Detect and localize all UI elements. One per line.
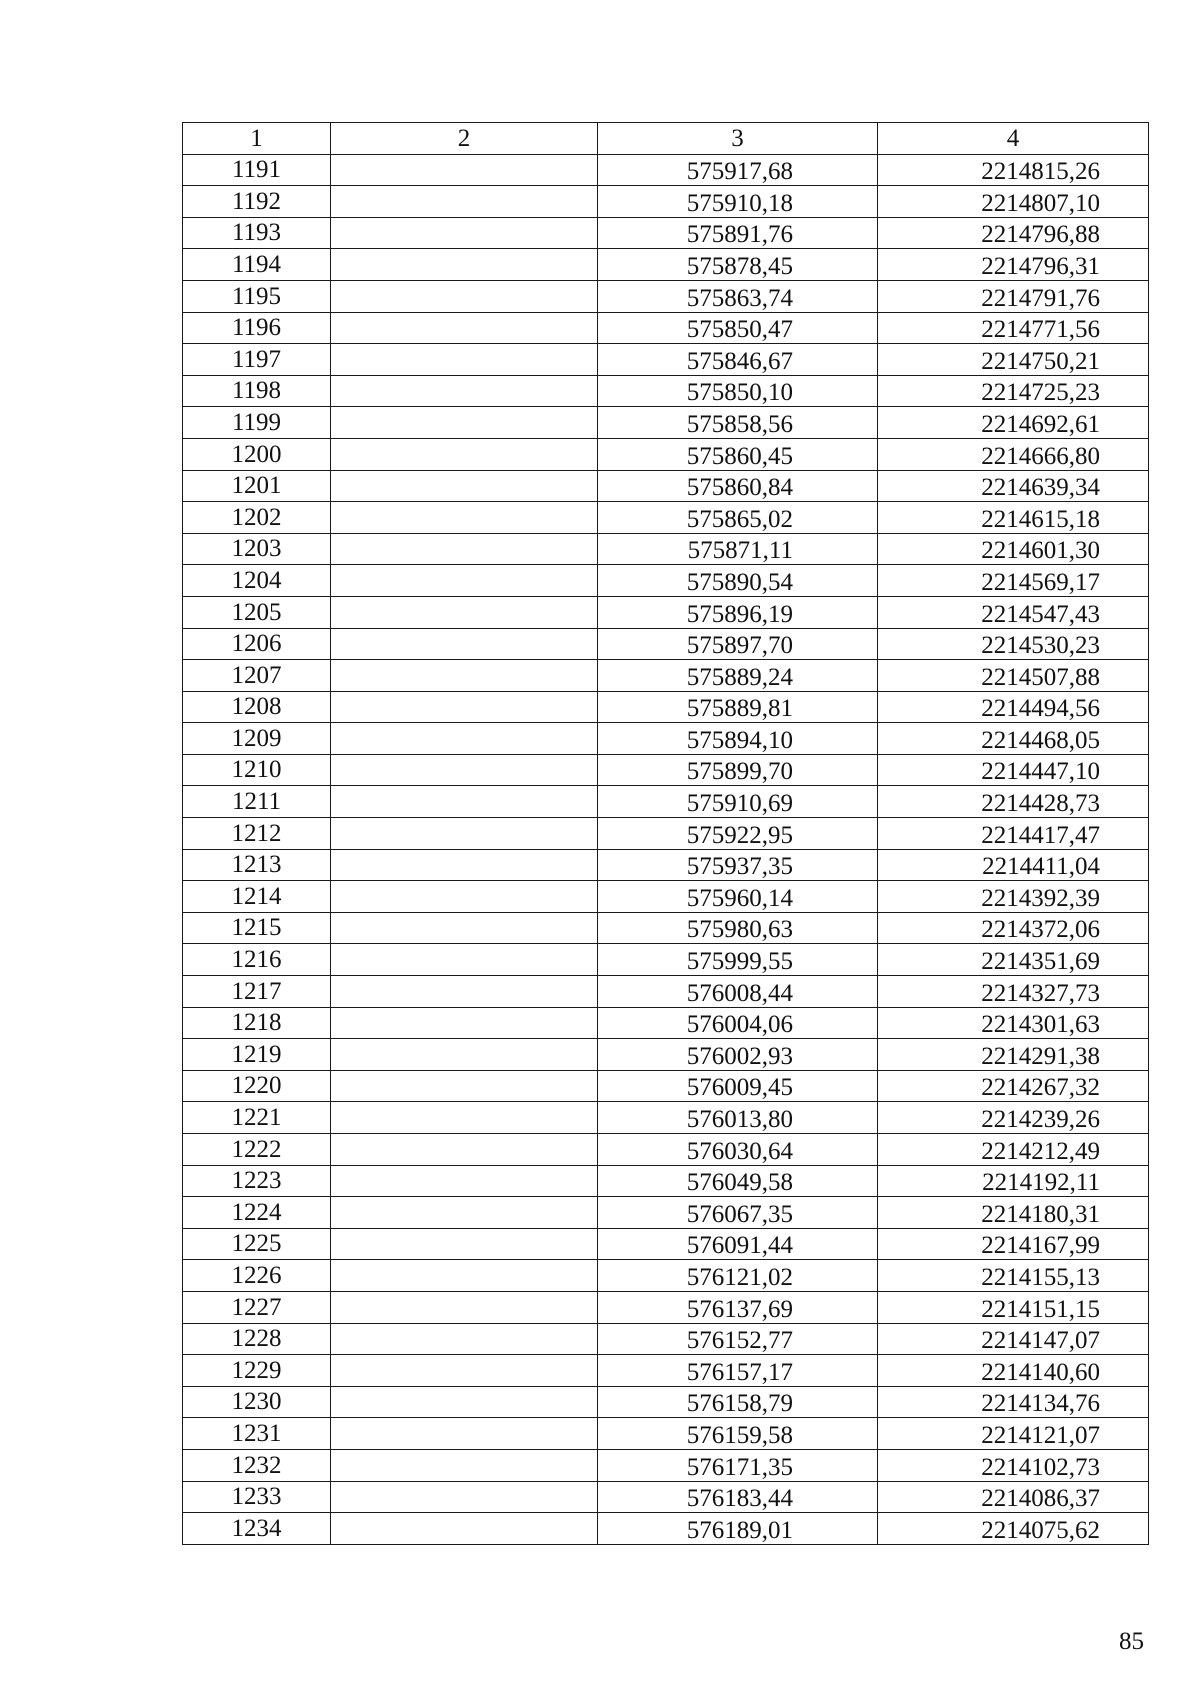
- y-coordinate-cell: 2214192,11: [878, 1165, 1149, 1197]
- x-coordinate-cell: 575889,81: [598, 691, 878, 723]
- point-number-cell: 1219: [183, 1039, 331, 1071]
- y-coordinate-cell: 2214134,76: [878, 1386, 1149, 1418]
- table-row: [183, 849, 1149, 881]
- blank-cell: [331, 1418, 598, 1450]
- table-row: [183, 154, 1149, 186]
- x-coordinate-cell: 575910,18: [598, 186, 878, 218]
- table-row: [183, 1386, 1149, 1418]
- x-coordinate-cell: 576183,44: [598, 1481, 878, 1513]
- x-coordinate-cell: 576171,35: [598, 1449, 878, 1481]
- point-number-cell: 1231: [183, 1418, 331, 1450]
- y-coordinate-cell: 2214569,17: [878, 565, 1149, 597]
- y-coordinate-cell: 2214372,06: [878, 912, 1149, 944]
- y-coordinate-cell: 2214140,60: [878, 1355, 1149, 1387]
- blank-cell: [331, 1449, 598, 1481]
- x-coordinate-cell: 575865,02: [598, 502, 878, 534]
- table-row: [183, 596, 1149, 628]
- point-number-cell: 1205: [183, 596, 331, 628]
- blank-cell: [331, 186, 598, 218]
- blank-cell: [331, 1513, 598, 1545]
- x-coordinate-cell: 575937,35: [598, 849, 878, 881]
- point-number-cell: 1209: [183, 723, 331, 755]
- x-coordinate-cell: 576159,58: [598, 1418, 878, 1450]
- y-coordinate-cell: 2214791,76: [878, 280, 1149, 312]
- point-number-cell: 1192: [183, 186, 331, 218]
- blank-cell: [331, 375, 598, 407]
- table-row: [183, 1039, 1149, 1071]
- blank-cell: [331, 312, 598, 344]
- x-coordinate-cell: 576002,93: [598, 1039, 878, 1071]
- table-row: [183, 1134, 1149, 1166]
- column-header-2: 2: [331, 123, 598, 155]
- x-coordinate-cell: 575863,74: [598, 280, 878, 312]
- table-row: [183, 818, 1149, 850]
- point-number-cell: 1196: [183, 312, 331, 344]
- x-coordinate-cell: 575846,67: [598, 344, 878, 376]
- y-coordinate-cell: 2214411,04: [878, 849, 1149, 881]
- y-coordinate-cell: 2214601,30: [878, 533, 1149, 565]
- table-row: [183, 1418, 1149, 1450]
- y-coordinate-cell: 2214239,26: [878, 1102, 1149, 1134]
- point-number-cell: 1225: [183, 1228, 331, 1260]
- blank-cell: [331, 1323, 598, 1355]
- y-coordinate-cell: 2214815,26: [878, 154, 1149, 186]
- point-number-cell: 1220: [183, 1070, 331, 1102]
- y-coordinate-cell: 2214468,05: [878, 723, 1149, 755]
- table-row: [183, 533, 1149, 565]
- y-coordinate-cell: 2214155,13: [878, 1260, 1149, 1292]
- table-row: [183, 628, 1149, 660]
- point-number-cell: 1228: [183, 1323, 331, 1355]
- y-coordinate-cell: 2214267,32: [878, 1070, 1149, 1102]
- table-row: [183, 786, 1149, 818]
- x-coordinate-cell: 575850,10: [598, 375, 878, 407]
- point-number-cell: 1199: [183, 407, 331, 439]
- x-coordinate-cell: 575890,54: [598, 565, 878, 597]
- table-row: [183, 1260, 1149, 1292]
- column-header-3: 3: [598, 123, 878, 155]
- blank-cell: [331, 849, 598, 881]
- blank-cell: [331, 881, 598, 913]
- table-row: [183, 1323, 1149, 1355]
- table-row: [183, 1481, 1149, 1513]
- point-number-cell: 1234: [183, 1513, 331, 1545]
- y-coordinate-cell: 2214327,73: [878, 976, 1149, 1008]
- y-coordinate-cell: 2214212,49: [878, 1134, 1149, 1166]
- table-row: [183, 691, 1149, 723]
- y-coordinate-cell: 2214121,07: [878, 1418, 1149, 1450]
- point-number-cell: 1230: [183, 1386, 331, 1418]
- page-number: 85: [1119, 1628, 1144, 1655]
- x-coordinate-cell: 576137,69: [598, 1291, 878, 1323]
- blank-cell: [331, 1355, 598, 1387]
- table-row: [183, 976, 1149, 1008]
- x-coordinate-cell: 576152,77: [598, 1323, 878, 1355]
- x-coordinate-cell: 576157,17: [598, 1355, 878, 1387]
- y-coordinate-cell: 2214692,61: [878, 407, 1149, 439]
- x-coordinate-cell: 575860,45: [598, 438, 878, 470]
- point-number-cell: 1202: [183, 502, 331, 534]
- x-coordinate-cell: 576009,45: [598, 1070, 878, 1102]
- table-body: [183, 154, 1149, 1544]
- x-coordinate-cell: 576008,44: [598, 976, 878, 1008]
- point-number-cell: 1191: [183, 154, 331, 186]
- y-coordinate-cell: 2214428,73: [878, 786, 1149, 818]
- x-coordinate-cell: 575896,19: [598, 596, 878, 628]
- point-number-cell: 1204: [183, 565, 331, 597]
- point-number-cell: 1197: [183, 344, 331, 376]
- y-coordinate-cell: 2214351,69: [878, 944, 1149, 976]
- blank-cell: [331, 533, 598, 565]
- point-number-cell: 1206: [183, 628, 331, 660]
- table-row: [183, 344, 1149, 376]
- x-coordinate-cell: 575889,24: [598, 660, 878, 692]
- table-row: [183, 470, 1149, 502]
- point-number-cell: 1208: [183, 691, 331, 723]
- table-row: [183, 1007, 1149, 1039]
- x-coordinate-cell: 576067,35: [598, 1197, 878, 1229]
- blank-cell: [331, 786, 598, 818]
- y-coordinate-cell: 2214666,80: [878, 438, 1149, 470]
- header-row: [183, 123, 1149, 155]
- y-coordinate-cell: 2214807,10: [878, 186, 1149, 218]
- x-coordinate-cell: 575871,11: [598, 533, 878, 565]
- blank-cell: [331, 154, 598, 186]
- point-number-cell: 1198: [183, 375, 331, 407]
- table-row: [183, 1449, 1149, 1481]
- x-coordinate-cell: 576013,80: [598, 1102, 878, 1134]
- x-coordinate-cell: 575894,10: [598, 723, 878, 755]
- table-row: [183, 1513, 1149, 1545]
- point-number-cell: 1223: [183, 1165, 331, 1197]
- table-row: [183, 1197, 1149, 1229]
- blank-cell: [331, 438, 598, 470]
- x-coordinate-cell: 575899,70: [598, 754, 878, 786]
- blank-cell: [331, 691, 598, 723]
- table-row: [183, 312, 1149, 344]
- blank-cell: [331, 344, 598, 376]
- y-coordinate-cell: 2214180,31: [878, 1197, 1149, 1229]
- x-coordinate-cell: 576158,79: [598, 1386, 878, 1418]
- table-row: [183, 1165, 1149, 1197]
- point-number-cell: 1210: [183, 754, 331, 786]
- table-row: [183, 912, 1149, 944]
- blank-cell: [331, 1260, 598, 1292]
- point-number-cell: 1213: [183, 849, 331, 881]
- blank-cell: [331, 280, 598, 312]
- x-coordinate-cell: 575922,95: [598, 818, 878, 850]
- table-row: [183, 438, 1149, 470]
- blank-cell: [331, 217, 598, 249]
- blank-cell: [331, 754, 598, 786]
- x-coordinate-cell: 575860,84: [598, 470, 878, 502]
- blank-cell: [331, 1228, 598, 1260]
- x-coordinate-cell: 575910,69: [598, 786, 878, 818]
- y-coordinate-cell: 2214291,38: [878, 1039, 1149, 1071]
- x-coordinate-cell: 575850,47: [598, 312, 878, 344]
- point-number-cell: 1195: [183, 280, 331, 312]
- y-coordinate-cell: 2214530,23: [878, 628, 1149, 660]
- table-row: [183, 280, 1149, 312]
- column-header-4: 4: [878, 123, 1149, 155]
- x-coordinate-cell: 576049,58: [598, 1165, 878, 1197]
- blank-cell: [331, 249, 598, 281]
- y-coordinate-cell: 2214507,88: [878, 660, 1149, 692]
- point-number-cell: 1218: [183, 1007, 331, 1039]
- table-row: [183, 1070, 1149, 1102]
- table-row: [183, 881, 1149, 913]
- point-number-cell: 1217: [183, 976, 331, 1008]
- blank-cell: [331, 1134, 598, 1166]
- blank-cell: [331, 1102, 598, 1134]
- point-number-cell: 1194: [183, 249, 331, 281]
- y-coordinate-cell: 2214796,88: [878, 217, 1149, 249]
- y-coordinate-cell: 2214725,23: [878, 375, 1149, 407]
- point-number-cell: 1201: [183, 470, 331, 502]
- table-row: [183, 660, 1149, 692]
- coordinates-table: [182, 122, 1149, 1545]
- y-coordinate-cell: 2214417,47: [878, 818, 1149, 850]
- point-number-cell: 1193: [183, 217, 331, 249]
- y-coordinate-cell: 2214086,37: [878, 1481, 1149, 1513]
- y-coordinate-cell: 2214639,34: [878, 470, 1149, 502]
- y-coordinate-cell: 2214301,63: [878, 1007, 1149, 1039]
- point-number-cell: 1233: [183, 1481, 331, 1513]
- y-coordinate-cell: 2214771,56: [878, 312, 1149, 344]
- y-coordinate-cell: 2214151,15: [878, 1291, 1149, 1323]
- x-coordinate-cell: 575980,63: [598, 912, 878, 944]
- y-coordinate-cell: 2214494,56: [878, 691, 1149, 723]
- table-row: [183, 375, 1149, 407]
- point-number-cell: 1203: [183, 533, 331, 565]
- x-coordinate-cell: 575858,56: [598, 407, 878, 439]
- blank-cell: [331, 502, 598, 534]
- x-coordinate-cell: 576121,02: [598, 1260, 878, 1292]
- point-number-cell: 1211: [183, 786, 331, 818]
- blank-cell: [331, 407, 598, 439]
- blank-cell: [331, 944, 598, 976]
- x-coordinate-cell: 575999,55: [598, 944, 878, 976]
- blank-cell: [331, 1197, 598, 1229]
- table-row: [183, 754, 1149, 786]
- blank-cell: [331, 723, 598, 755]
- blank-cell: [331, 976, 598, 1008]
- point-number-cell: 1212: [183, 818, 331, 850]
- table-row: [183, 1228, 1149, 1260]
- blank-cell: [331, 1165, 598, 1197]
- point-number-cell: 1215: [183, 912, 331, 944]
- table-row: [183, 723, 1149, 755]
- blank-cell: [331, 628, 598, 660]
- x-coordinate-cell: 575960,14: [598, 881, 878, 913]
- blank-cell: [331, 1007, 598, 1039]
- point-number-cell: 1222: [183, 1134, 331, 1166]
- table-row: [183, 217, 1149, 249]
- table-row: [183, 407, 1149, 439]
- blank-cell: [331, 1481, 598, 1513]
- column-header-1: 1: [183, 123, 331, 155]
- x-coordinate-cell: 576004,06: [598, 1007, 878, 1039]
- blank-cell: [331, 596, 598, 628]
- y-coordinate-cell: 2214102,73: [878, 1449, 1149, 1481]
- table-row: [183, 1291, 1149, 1323]
- point-number-cell: 1232: [183, 1449, 331, 1481]
- y-coordinate-cell: 2214392,39: [878, 881, 1149, 913]
- point-number-cell: 1216: [183, 944, 331, 976]
- blank-cell: [331, 565, 598, 597]
- y-coordinate-cell: 2214796,31: [878, 249, 1149, 281]
- table-row: [183, 249, 1149, 281]
- table-row: [183, 1355, 1149, 1387]
- point-number-cell: 1207: [183, 660, 331, 692]
- point-number-cell: 1214: [183, 881, 331, 913]
- table-row: [183, 1102, 1149, 1134]
- x-coordinate-cell: 576091,44: [598, 1228, 878, 1260]
- point-number-cell: 1229: [183, 1355, 331, 1387]
- table-row: [183, 944, 1149, 976]
- table-row: [183, 502, 1149, 534]
- point-number-cell: 1221: [183, 1102, 331, 1134]
- x-coordinate-cell: 576189,01: [598, 1513, 878, 1545]
- y-coordinate-cell: 2214147,07: [878, 1323, 1149, 1355]
- y-coordinate-cell: 2214075,62: [878, 1513, 1149, 1545]
- y-coordinate-cell: 2214615,18: [878, 502, 1149, 534]
- y-coordinate-cell: 2214167,99: [878, 1228, 1149, 1260]
- x-coordinate-cell: 576030,64: [598, 1134, 878, 1166]
- blank-cell: [331, 912, 598, 944]
- table-row: [183, 186, 1149, 218]
- blank-cell: [331, 660, 598, 692]
- blank-cell: [331, 1070, 598, 1102]
- x-coordinate-cell: 575917,68: [598, 154, 878, 186]
- table-row: [183, 565, 1149, 597]
- y-coordinate-cell: 2214447,10: [878, 754, 1149, 786]
- x-coordinate-cell: 575897,70: [598, 628, 878, 660]
- blank-cell: [331, 1386, 598, 1418]
- y-coordinate-cell: 2214547,43: [878, 596, 1149, 628]
- point-number-cell: 1227: [183, 1291, 331, 1323]
- blank-cell: [331, 470, 598, 502]
- point-number-cell: 1224: [183, 1197, 331, 1229]
- y-coordinate-cell: 2214750,21: [878, 344, 1149, 376]
- x-coordinate-cell: 575891,76: [598, 217, 878, 249]
- blank-cell: [331, 1039, 598, 1071]
- blank-cell: [331, 1291, 598, 1323]
- x-coordinate-cell: 575878,45: [598, 249, 878, 281]
- point-number-cell: 1226: [183, 1260, 331, 1292]
- blank-cell: [331, 818, 598, 850]
- table-header: [183, 123, 1149, 155]
- point-number-cell: 1200: [183, 438, 331, 470]
